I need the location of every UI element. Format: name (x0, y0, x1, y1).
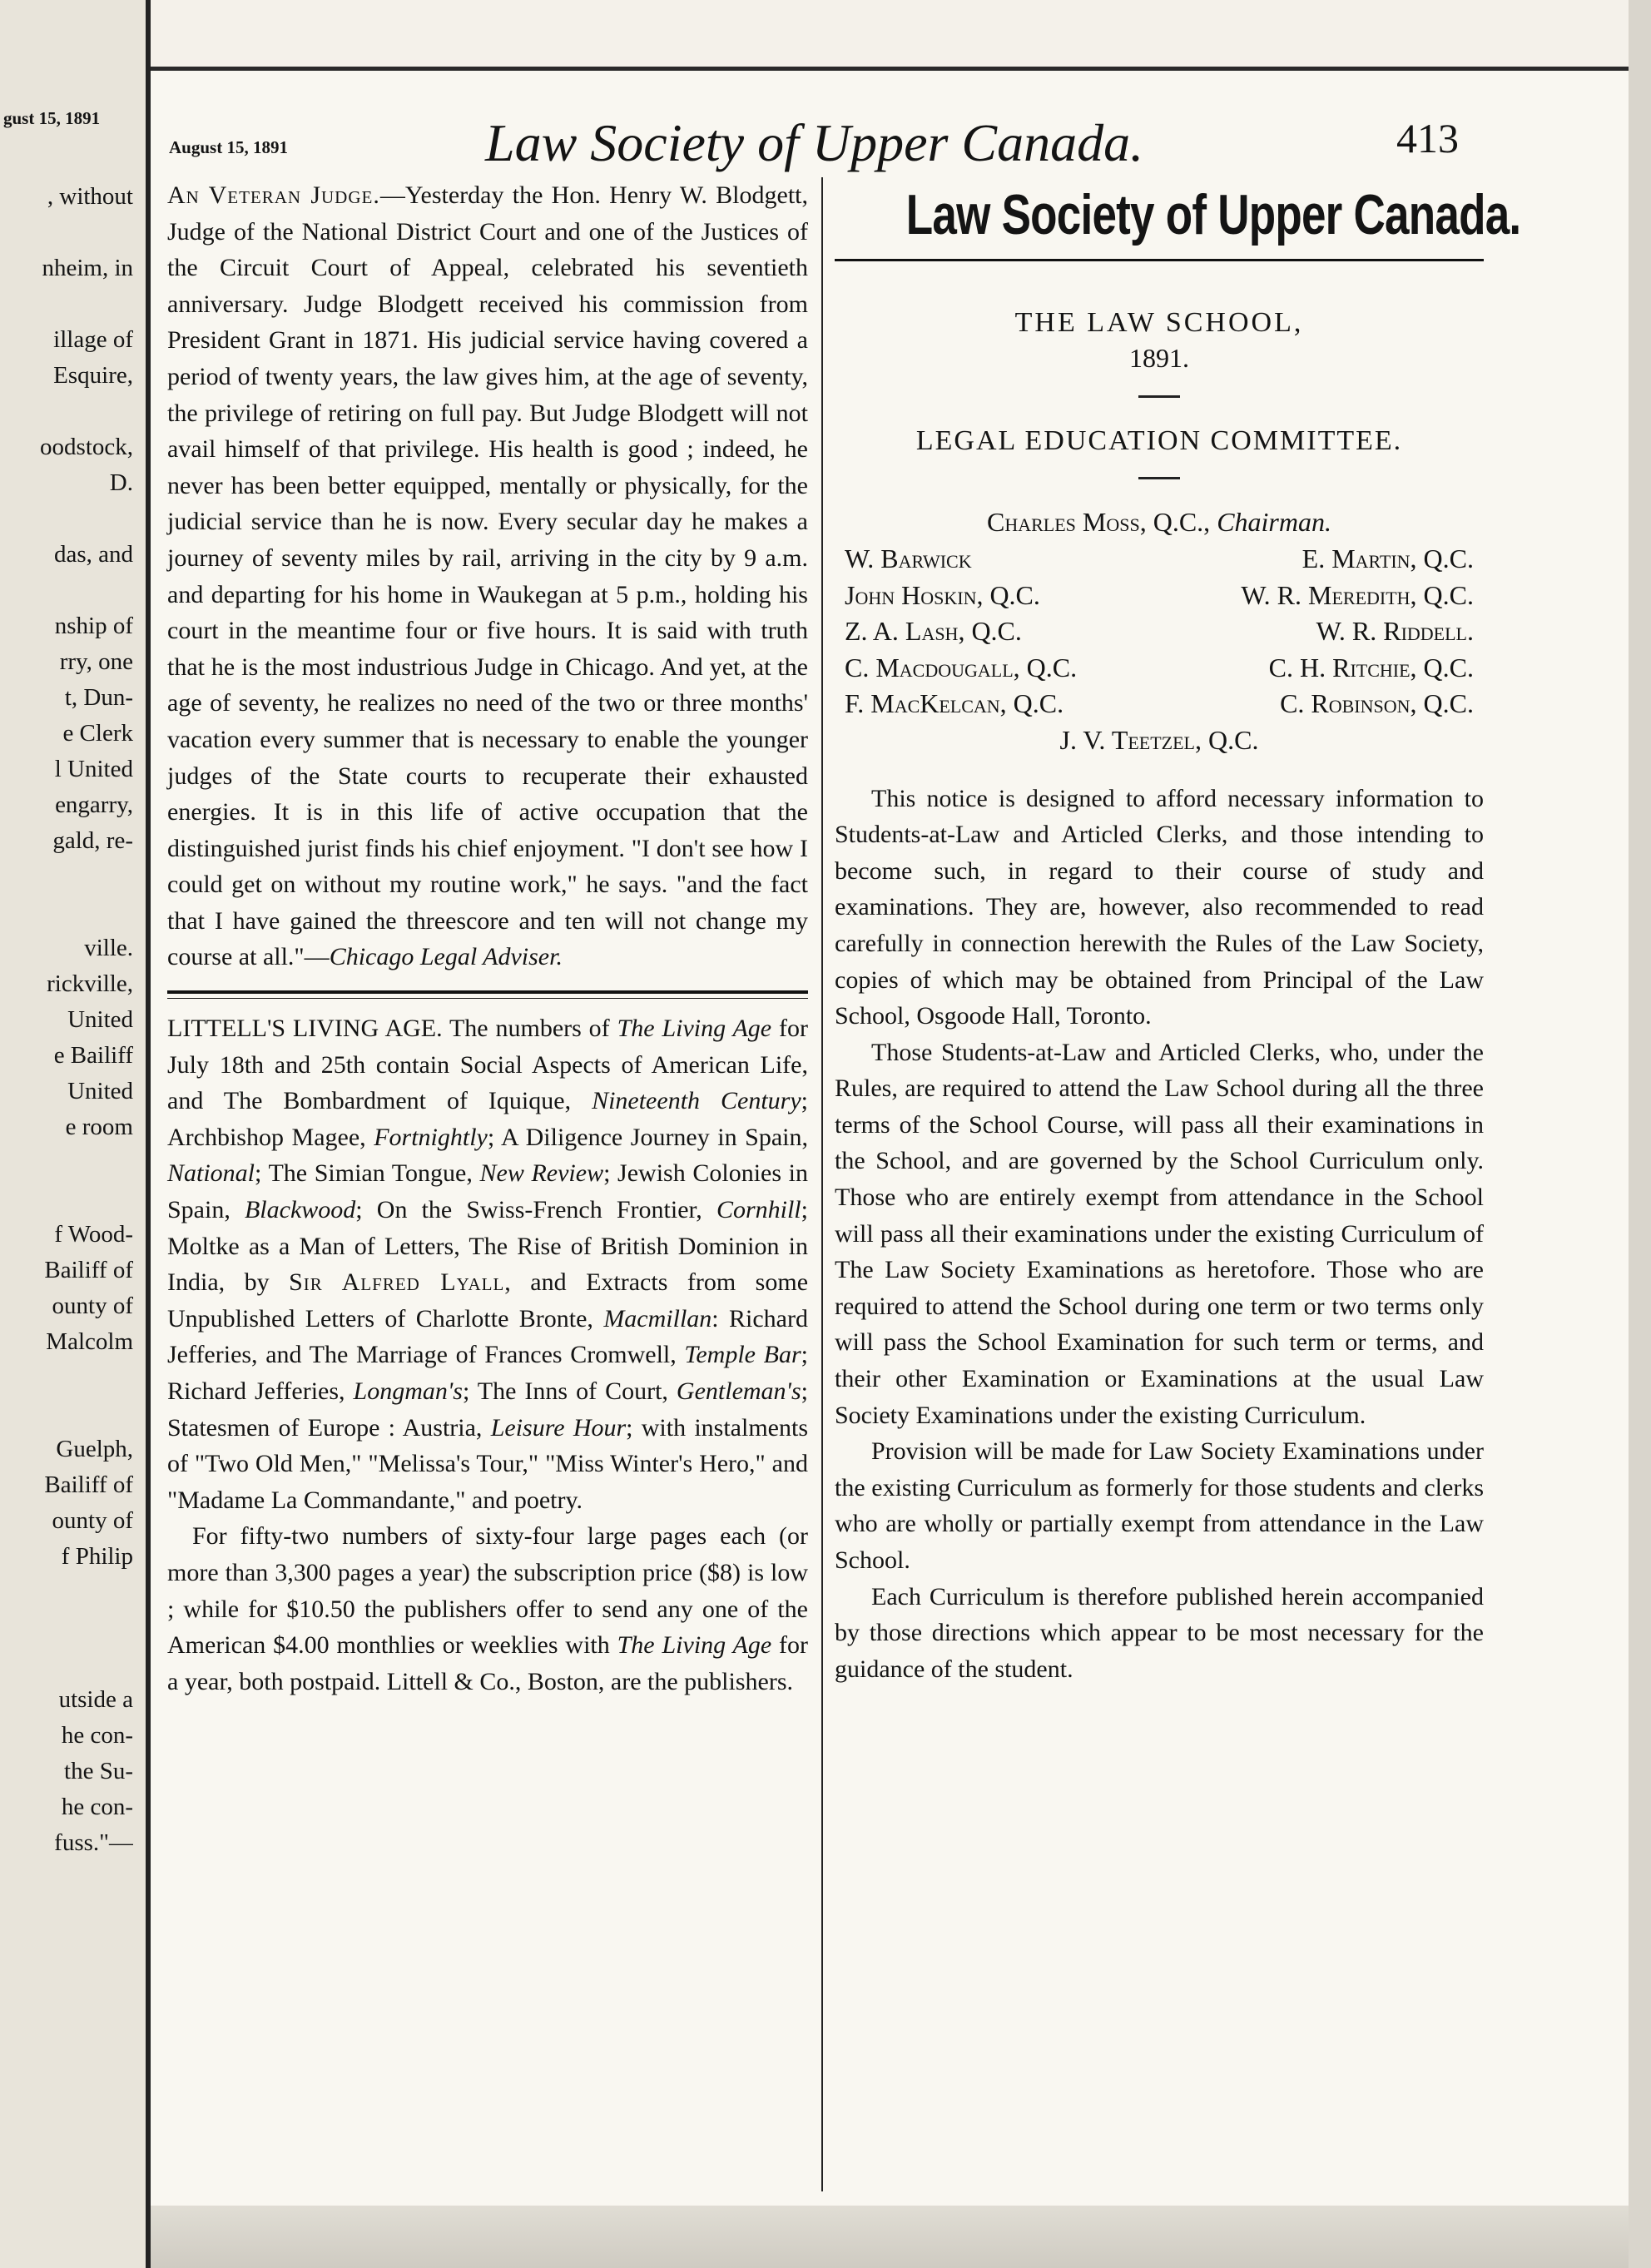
column-rule (821, 177, 823, 2191)
previous-page-line: ounty of (52, 1507, 133, 1534)
running-head (169, 104, 1475, 171)
previous-page-line: f Wood- (54, 1221, 133, 1248)
committee-member: Z. A. Lash, Q.C. (845, 616, 1022, 647)
previous-page-line (0, 1360, 133, 1396)
committee-member: F. MacKelcan, Q.C. (845, 688, 1064, 719)
page-bottom-edge (151, 2206, 1629, 2268)
previous-page-line (0, 573, 133, 608)
chairman: Charles Moss, Q.C., Chairman. (987, 507, 1331, 538)
previous-page-edge (0, 0, 151, 2268)
previous-page-line: das, and (53, 541, 133, 568)
member-row (835, 541, 1484, 578)
section-divider (167, 990, 808, 999)
previous-page-line (0, 286, 133, 322)
previous-page-line: nship of (54, 613, 133, 639)
article-heading: An Veteran Judge. (167, 181, 380, 209)
previous-page-line (0, 1610, 133, 1646)
previous-page-line: oodstock, (40, 434, 133, 460)
page (151, 67, 1629, 2243)
previous-page-line: Malcolm (46, 1328, 133, 1355)
left-column (167, 177, 808, 1700)
member-row (835, 613, 1484, 650)
previous-page-line (0, 501, 133, 537)
previous-page-line: nheim, in (42, 255, 133, 281)
previous-page-line: he con- (61, 1722, 133, 1749)
previous-page-line: D. (109, 469, 133, 496)
member-row (835, 578, 1484, 614)
notice-paragraph: This notice is designed to afford necessary information to Students-at-Law and Articled Clerks, and those intending to become such, in regard to their course of study and examinations. They are, however, also recommended to read carefully in connection herewith the Rules of the Law Society, copies of which may be obtained from Principal of the Law School, Osgoode Hall, Toronto. (835, 784, 1484, 1030)
article-source: Chicago Legal Adviser. (329, 943, 563, 971)
page-right-edge (1629, 0, 1651, 2268)
previous-page-line: illage of (53, 326, 133, 353)
committee-member: W. R. Riddell. (1316, 616, 1474, 647)
previous-page-line (0, 1181, 133, 1217)
committee-title: LEGAL EDUCATION COMMITTEE. (915, 424, 1403, 456)
running-head-date: August 15, 1891 (169, 137, 288, 157)
committee-members (835, 504, 1484, 758)
committee-member: C. Macdougall, Q.C. (845, 652, 1078, 682)
masthead: Law Society of Upper Canada. (905, 183, 1521, 246)
previous-page-line (0, 859, 133, 895)
committee-member: John Hoskin, Q.C. (845, 579, 1040, 610)
previous-page-line: e Clerk (62, 720, 133, 747)
masthead-rule (835, 259, 1484, 261)
section-title: THE LAW SCHOOL, (1014, 306, 1304, 338)
article-littells-living-age: LITTELL'S LIVING AGE. The numbers of The Living Age for July 18th and 25th contain Social Aspects of American Life, and The Bombardment of Iquique, Nineteenth Century; Archbishop Magee, Fortnightly; A Diligence Journey in Spain, National; The Simian Tongue, New Review; Jewish Colonies in Spain, Blackwood; On the Swiss-French Frontier, Cornhill; Moltke as a Man of Letters, The Rise of British Dominion in India, by Sir Alfred Lyall, and Extracts from some Unpublished Letters of Charlotte Bronte, Macmillan: Richard Jefferies, and The Marriage of Frances Cromwell, Temple Bar; Richard Jefferies, Longman's; The Inns of Court, Gentleman's; Statesmen of Europe : Austria, Leisure Hour; with instalments of "Two Old Men," "Melissa's Tour," "Miss Winter's Hero," and "Madame La Commandante," and poetry. (167, 1015, 809, 1514)
previous-page-text (0, 179, 133, 1861)
previous-page-line (0, 1145, 133, 1181)
committee-member: E. Martin, Q.C. (1301, 543, 1474, 573)
notice-text (835, 781, 1484, 1688)
previous-page-line (0, 1646, 133, 1682)
running-head-title: Law Society of Upper Canada. (485, 113, 1144, 172)
notice-paragraph: Provision will be made for Law Society Examinations under the existing Curriculum as formerly for those students and clerks who are wholly or partially exempt from attendance in the Law School. (835, 1437, 1484, 1574)
previous-page-line: e Bailiff (53, 1042, 133, 1069)
previous-page-line: the Su- (64, 1758, 133, 1784)
short-rule (1138, 477, 1180, 479)
previous-page-line: United (67, 1078, 133, 1104)
previous-page-line: ville. (84, 935, 133, 961)
previous-page-line: Esquire, (53, 362, 133, 389)
previous-page-line: l United (54, 756, 133, 782)
member-row (835, 650, 1484, 687)
committee-member: C. Robinson, Q.C. (1280, 688, 1474, 719)
previous-page-line (0, 215, 133, 251)
previous-page-line: fuss."— (54, 1829, 133, 1856)
committee-member: W. R. Meredith, Q.C. (1241, 579, 1474, 610)
previous-page-line: rickville, (47, 970, 133, 997)
article-veteran-judge (167, 177, 808, 975)
previous-page-line: t, Dun- (64, 684, 133, 711)
previous-page-line: engarry, (55, 792, 133, 818)
section-year: 1891. (1129, 343, 1189, 374)
previous-page-header: gust 15, 1891 (3, 108, 101, 128)
previous-page-line: Bailiff of (44, 1471, 133, 1498)
member-list (835, 541, 1484, 722)
page-number: 413 (1396, 115, 1459, 161)
committee-member: W. Barwick (845, 543, 972, 573)
notice-paragraph: Each Curriculum is therefore published herein accompanied by those directions which appear to be most necessary for the guidance of the student. (835, 1582, 1484, 1683)
previous-page-line (0, 1396, 133, 1432)
article-heading: LITTELL'S LIVING AGE. (167, 1015, 443, 1043)
previous-page-line: Bailiff of (44, 1257, 133, 1283)
article-paragraph: For fifty-two numbers of sixty-four large pages each (or more than 3,300 pages a year) the subscription price ($8) is low ; while for $10.50 the publishers offer to send any one of the American $4.00 monthlies or weeklies with The Living Age for a year, both postpaid. Littell & Co., Boston, are the publishers. (167, 1522, 808, 1695)
previous-page-line: Guelph, (56, 1436, 133, 1462)
committee-member: C. H. Ritchie, Q.C. (1268, 652, 1474, 682)
previous-page-line (0, 895, 133, 931)
article-body: —Yesterday the Hon. Henry W. Blodgett, Judge of the National District Court and one of the Justices of the Circuit Court of Appeal, celebrated his seventieth anniversary. Judge Blodgett received his commission from President Grant in 1871. His judicial service having covered a period of twenty years, the law gives him, at the age of seventy, the privilege of retiring on full pay. But Judge Blodgett will not avail himself of that privilege. His health is good ; indeed, he never has been better equipped, mentally or physically, for the judicial service than he is now. Every secular day he makes a journey of seventy miles by rail, arriving in the city by 9 a.m. and departing for his home in Waukegan at 5 p.m., holding his court in the meantime four or five hours. It is said with truth that he is the most industrious Judge in Chicago. And yet, at the age of seventy, he realizes no need of the two or three months' vacation every summer that is necessary to enable the younger judges of the State courts to recuperate their exhausted energies. It is in this life of active occupation that the distinguished jurist finds his chief enjoyment. "I don't see how I could get on without my routine work," he says. "and the fact that I have gained the threescore and ten will not change my course at all."— (167, 181, 808, 971)
previous-page-line: United (67, 1006, 133, 1033)
right-column (835, 177, 1521, 1687)
previous-page-line: gald, re- (52, 827, 133, 854)
committee-member: J. V. Teetzel, Q.C. (1059, 724, 1259, 755)
previous-page-line: utside a (58, 1686, 133, 1713)
previous-page-line: e room (65, 1114, 133, 1140)
previous-page-line (0, 394, 133, 429)
previous-page-line: , without (47, 183, 133, 210)
previous-page-line: f Philip (61, 1543, 133, 1570)
member-row (835, 686, 1484, 722)
previous-page-line: he con- (61, 1794, 133, 1820)
previous-page-line (0, 1575, 133, 1610)
short-rule (1138, 395, 1180, 398)
notice-paragraph: Those Students-at-Law and Articled Clerks, who, under the Rules, are required to attend the Law School during all the three terms of the School Course, will pass all their examinations in the School, and are governed by the School Curriculum only. Those who are entirely exempt from attendance in the School will pass all their examinations under the existing Curriculum of The Law Society Examinations as heretofore. Those who are required to attend the School during one term or two terms only will pass the School Examination for such term or terms, and their other Examination or Examinations at the usual Law Society Examinations under the existing Curriculum. (835, 1038, 1484, 1429)
previous-page-line: ounty of (52, 1293, 133, 1319)
previous-page-line: rry, one (59, 648, 133, 675)
